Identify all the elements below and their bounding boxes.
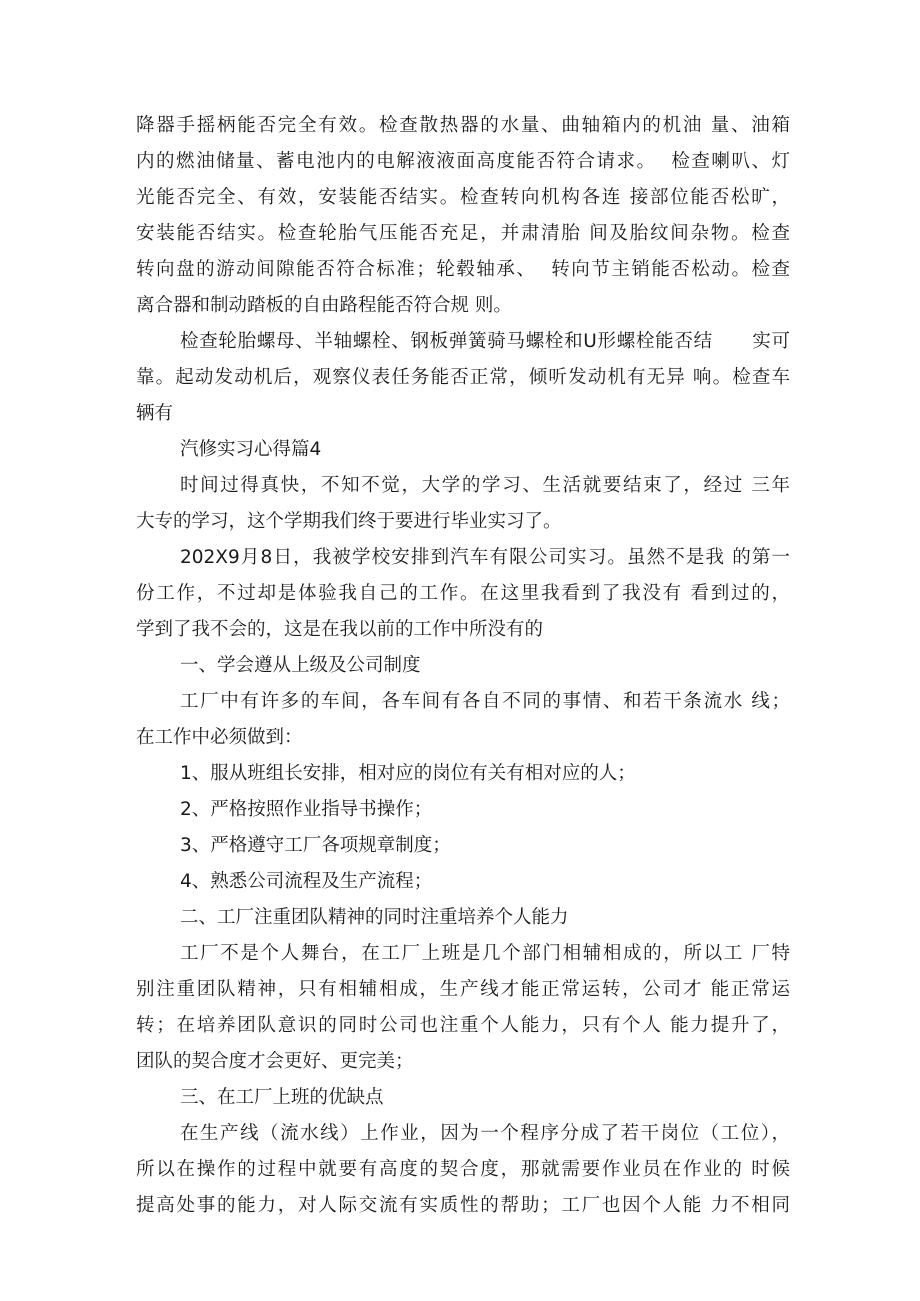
text-line: 202X9月8日，我被学校安排到汽车有限公司实习。虽然不是我 的第一 xyxy=(180,547,790,568)
text-line: 3、严格遵守工厂各项规章制度； xyxy=(180,835,451,856)
text-line: 学到了我不会的，这是在我以前的工作中所没有的 xyxy=(136,619,544,640)
text-line: 辆有 xyxy=(136,403,174,424)
text-line: 汽修实习心得篇4 xyxy=(180,439,322,460)
text-line: 内的燃油储量、蓄电池内的电解液液面高度能否符合请求。 检查喇叭、灯 xyxy=(136,151,790,172)
text-line: 一、学会遵从上级及公司制度 xyxy=(180,655,421,676)
text-line: 降器手摇柄能否完全有效。检查散热器的水量、曲轴箱内的机油 量、油箱 xyxy=(136,115,790,136)
text-line: 2、严格按照作业指导书操作； xyxy=(180,799,433,820)
text-line: 光能否完全、有效，安装能否结实。检查转向机构各连 接部位能否松旷， xyxy=(136,187,790,208)
text-line: 在工作中必须做到： xyxy=(136,727,303,748)
text-line: 份工作，不过却是体验我自己的工作。在这里我看到了我没有 看到过的， xyxy=(136,583,790,604)
text-line: 在生产线（流水线）上作业，因为一个程序分成了若干岗位（工位）， xyxy=(180,1123,790,1144)
text-line: 4、熟悉公司流程及生产流程； xyxy=(180,871,433,892)
text-line: 工厂不是个人舞台，在工厂上班是几个部门相辅相成的，所以工 厂特 xyxy=(180,943,790,964)
text-line: 大专的学习，这个学期我们终于要进行毕业实习了。 xyxy=(136,511,562,532)
text-line: 三、在工厂上班的优缺点 xyxy=(180,1087,384,1108)
text-line: 离合器和制动踏板的自由路程能否符合规 则。 xyxy=(136,295,512,316)
text-line: 工厂中有许多的车间，各车间有各自不同的事情、和若干条流水 线； xyxy=(180,691,790,712)
text-line: 时间过得真快，不知不觉，大学的学习、生活就要结束了，经过 三年 xyxy=(180,475,790,496)
text-line: 别注重团队精神，只有相辅相成，生产线才能正常运转，公司才 能正常运 xyxy=(136,979,790,1000)
text-line: 1、服从班组长安排，相对应的岗位有关有相对应的人； xyxy=(180,763,636,784)
text-line: 提高处事的能力，对人际交流有实质性的帮助；工厂也因个人能 力不相同 xyxy=(136,1195,790,1216)
text-line: 二、工厂注重团队精神的同时注重培养个人能力 xyxy=(180,907,569,928)
text-line: 团队的契合度才会更好、更完美； xyxy=(136,1051,414,1072)
text-line: 转向盘的游动间隙能否符合标准；轮毂轴承、 转向节主销能否松动。检查 xyxy=(136,259,790,280)
text-line: 所以在操作的过程中就要有高度的契合度，那就需要作业员在作业的 时候 xyxy=(136,1159,790,1180)
text-line: 转；在培养团队意识的同时公司也注重个人能力，只有个人 能力提升了， xyxy=(136,1015,790,1036)
text-line: 检查轮胎螺母、半轴螺栓、钢板弹簧骑马螺栓和U形螺栓能否结 实可 xyxy=(180,331,790,352)
text-line: 安装能否结实。检查轮胎气压能否充足，并肃清胎 间及胎纹间杂物。检查 xyxy=(136,223,790,244)
document-body xyxy=(136,108,790,1224)
text-line: 靠。起动发动机后，观察仪表任务能否正常，倾听发动机有无异 响。检查车 xyxy=(136,367,790,388)
